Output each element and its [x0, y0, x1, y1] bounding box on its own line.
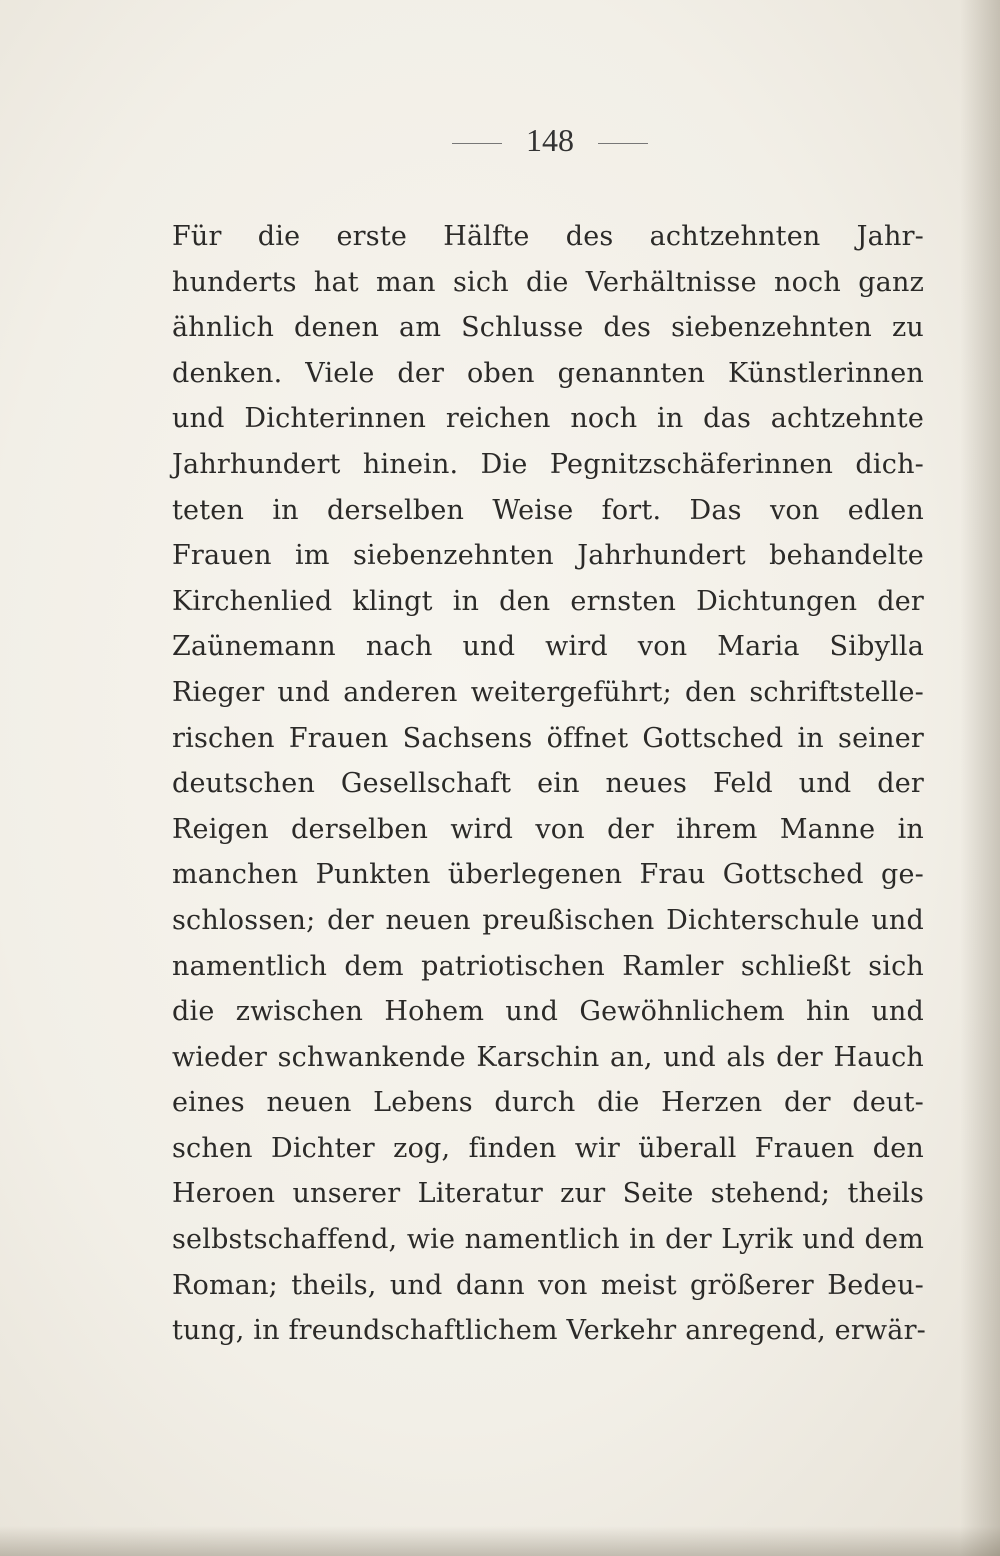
text-line: schen Dichter zog, finden wir überall Frauen den	[172, 1132, 924, 1164]
header-dash-left	[452, 143, 502, 144]
page-number: 148	[526, 122, 574, 158]
text-line: Rieger und anderen weitergeführt; den schriftstelle-	[172, 676, 924, 708]
text-line: selbstschaffend, wie namentlich in der Lyrik und dem	[172, 1224, 924, 1256]
text-line: Heroen unserer Literatur zur Seite stehend; theils	[172, 1178, 924, 1210]
text-line: deutschen Gesellschaft ein neues Feld und der	[172, 768, 924, 800]
text-line: wieder schwankende Karschin an, und als der Hauch	[172, 1041, 924, 1073]
text-line: Reigen derselben wird von der ihrem Manne in	[172, 813, 924, 845]
text-line: Frauen im siebenzehnten Jahrhundert behandelte	[172, 540, 924, 572]
text-line: denken. Viele der oben genannten Künstlerinnen	[172, 357, 924, 389]
text-line: Kirchenlied klingt in den ernsten Dichtungen der	[172, 585, 924, 617]
text-line: ähnlich denen am Schlusse des siebenzehnten zu	[172, 312, 924, 344]
text-line: Zaünemann nach und wird von Maria Sibylla	[172, 631, 924, 663]
page-bottom-shadow	[0, 1526, 1000, 1556]
text-line: die zwischen Hohem und Gewöhnlichem hin und	[172, 996, 924, 1028]
body-text	[172, 214, 924, 1354]
text-line: eines neuen Lebens durch die Herzen der deut-	[172, 1087, 924, 1119]
text-line: namentlich dem patriotischen Ramler schließt sich	[172, 950, 924, 982]
text-line: und Dichterinnen reichen noch in das achtzehnte	[172, 403, 924, 435]
page-edge-shadow	[960, 0, 1000, 1556]
text-line: manchen Punkten überlegenen Frau Gottsched ge-	[172, 859, 924, 891]
page-header	[420, 122, 680, 159]
header-dash-right	[598, 143, 648, 144]
text-line: teten in derselben Weise fort. Das von edlen	[172, 494, 924, 526]
text-line: Jahrhundert hinein. Die Pegnitzschäferinnen dich-	[172, 448, 924, 480]
text-line: Roman; theils, und dann von meist größerer Bedeu-	[172, 1269, 924, 1301]
text-line: tung, in freundschaftlichem Verkehr anregend, erwär-	[172, 1315, 926, 1347]
text-line: Für die erste Hälfte des achtzehnten Jahr-	[172, 221, 924, 252]
text-line: hunderts hat man sich die Verhältnisse noch ganz	[172, 266, 924, 298]
text-line: rischen Frauen Sachsens öffnet Gottsched in seiner	[172, 722, 924, 754]
text-line: schlossen; der neuen preußischen Dichterschule und	[172, 904, 924, 936]
